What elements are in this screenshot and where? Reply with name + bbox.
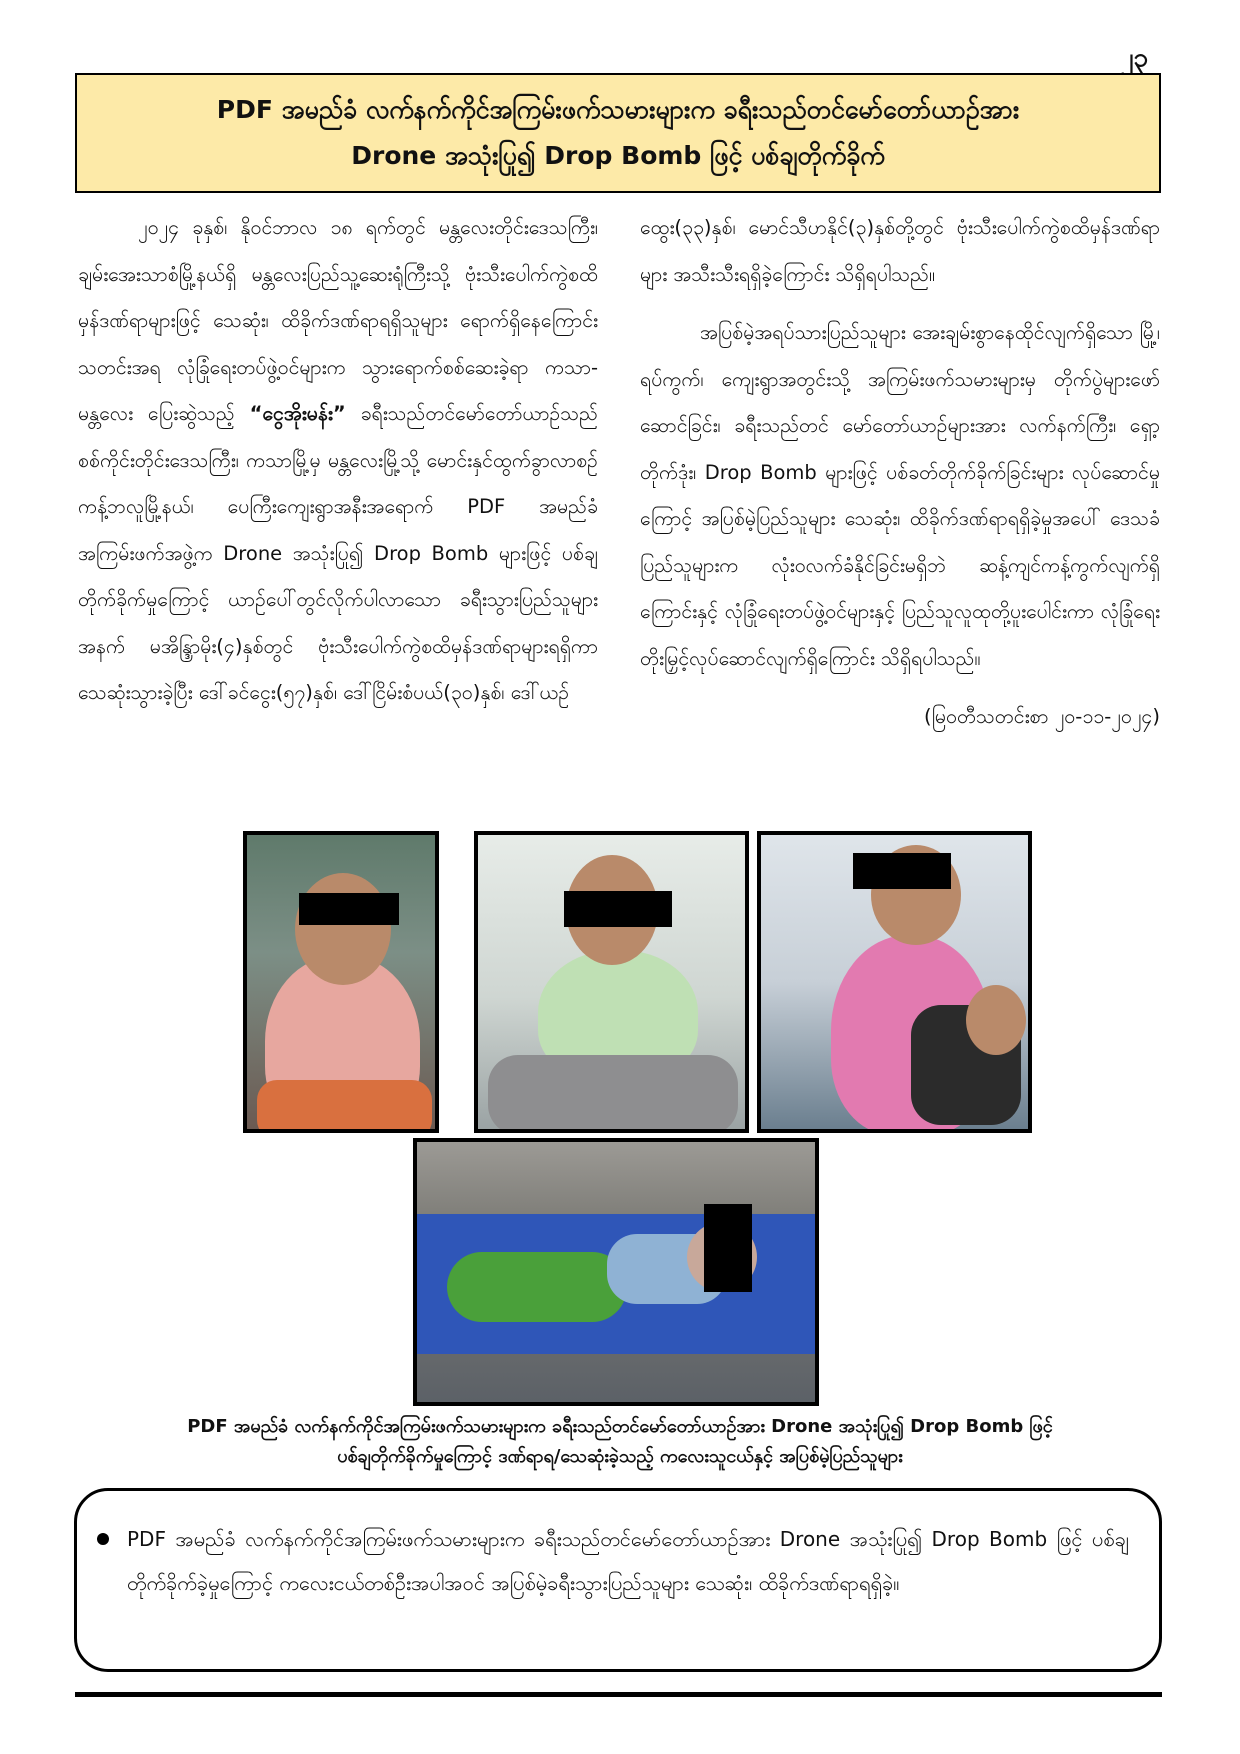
caption-line-1: PDF အမည်ခံ လက်နက်ကိုင်အကြမ်းဖက်သမားများက ခရီးသည်တင်မော်တော်ယာဉ်အား Drone အသုံးပြု၍ Drop Bomb ဖြင့် (187, 1416, 1053, 1437)
photo-caption (80, 1412, 1160, 1472)
paragraph-1-continued: ခရီးသည်တင်မော်တော်ယာဉ်သည် စစ်ကိုင်းတိုင်းဒေသကြီး၊ ကသာမြို့မှ မန္တလေးမြို့သို့ မောင်းနှင်ထွက်ခွာလာစဉ် ကန့်ဘလူမြို့နယ်၊ ပေကြီးကျေးရွာအနီးအရောက် PDF အမည်ခံ အကြမ်းဖက်အဖွဲ့က Drone အသုံးပြု၍ Drop Bomb များဖြင့် ပစ်ချတိုက်ခိုက်မှုကြောင့် ယာဉ်ပေါ်တွင်လိုက်ပါလာသော ခရီးသွားပြည်သူများအနက် မအိန္ဒြာမိုး(၄)နှစ်တွင် ဗုံးသီးပေါက်ကွဲစထိမှန်ဒဏ်ရာများရရှိကာ သေဆုံးသွားခဲ့ပြီး ဒေါ်ခင်ငွေး(၅၇)နှစ်၊ ဒေါ်ငြိမ်းစံပယ်(၃၀)နှစ်၊ ဒေါ်ယဉ် (78, 402, 598, 704)
vehicle-name: “ငွေအိုးမန်း” (249, 402, 346, 425)
face-censor-bar (853, 853, 951, 889)
headline-line-1: PDF အမည်ခံ လက်နက်ကိုင်အကြမ်းဖက်သမားများက ခရီးသည်တင်မော်တော်ယာဉ်အား (216, 95, 1020, 124)
photo-child-on-stretcher (413, 1138, 819, 1406)
photo-injured-woman-2 (474, 831, 749, 1133)
article-paragraph-2: အပြစ်မဲ့အရပ်သားပြည်သူများ အေးချမ်းစွာနေထိုင်လျက်ရှိသော မြို့၊ ရပ်ကွက်၊ ကျေးရွာအတွင်းသို့ အကြမ်းဖက်သမားများမှ တိုက်ပွဲများဖော်ဆောင်ခြင်း၊ ခရီးသည်တင် မော်တော်ယာဉ်များအား လက်နက်ကြီး၊ ရှော့တိုက်ဒုံး၊ Drop Bomb များဖြင့် ပစ်ခတ်တိုက်ခိုက်ခြင်းများ လုပ်ဆောင်မှုကြောင့် အပြစ်မဲ့ပြည်သူများ သေဆုံး၊ ထိခိုက်ဒဏ်ရာရရှိခဲ့မှုအပေါ် ဒေသခံပြည်သူများက လုံးဝလက်ခံနိုင်ခြင်းမရှိဘဲ ဆန့်ကျင်ကန့်ကွက်လျက်ရှိကြောင်းနှင့် လုံခြုံရေးတပ်ဖွဲ့ဝင်များနှင့် ပြည်သူလူထုတို့ပူးပေါင်းကာ လုံခြုံရေးတိုးမြှင့်လုပ်ဆောင်လျက်ရှိကြောင်း သိရှိရပါသည်။ (640, 321, 1160, 670)
article-column-right (640, 205, 1160, 815)
face-censor-bar (299, 893, 399, 925)
photo-injured-woman-1 (243, 831, 439, 1133)
article-column-left (78, 205, 598, 815)
headline-box (75, 73, 1161, 193)
article-paragraph-1-end: ထွေး(၃၃)နှစ်၊ မောင်သီဟနိုင်(၃)နှစ်တို့တွင် ဗုံးသီးပေါက်ကွဲစထိမှန်ဒဏ်ရာများ အသီးသီးရရှိခဲ့ကြောင်း သိရှိရပါသည်။ (640, 216, 1160, 286)
bullet-icon (97, 1533, 109, 1545)
photo-woman-with-child (757, 831, 1032, 1133)
face-censor-bar (564, 891, 672, 927)
footer-divider (75, 1692, 1162, 1697)
caption-line-2: ပစ်ချတိုက်ခိုက်မှုကြောင့် ဒဏ်ရာရ/သေဆုံးခဲ့သည့် ကလေးသူငယ်နှင့် အပြစ်မဲ့ပြည်သူများ (337, 1446, 903, 1467)
summary-text: PDF အမည်ခံ လက်နက်ကိုင်အကြမ်းဖက်သမားများက ခရီးသည်တင်မော်တော်ယာဉ်အား Drone အသုံးပြု၍ Drop Bomb ဖြင့် ပစ်ချတိုက်ခိုက်ခဲ့မှုကြောင့် ကလေးငယ်တစ်ဦးအပါအဝင် အပြစ်မဲ့ခရီးသွားပြည်သူများ သေဆုံး၊ ထိခိုက်ဒဏ်ရာရရှိခဲ့။ (127, 1527, 1129, 1595)
summary-box (74, 1488, 1162, 1672)
page-number: ၂၃ (1120, 43, 1148, 73)
paragraph-1-text: ၂၀၂၄ ခုနှစ်၊ နိုဝင်ဘာလ ၁၈ ရက်တွင် မန္တလေးတိုင်းဒေသကြီး၊ ချမ်းအေးသာစံမြို့နယ်ရှိ မန္တလေးပြည်သူ့ဆေးရုံကြီးသို့ ဗုံးသီးပေါက်ကွဲစထိမှန်ဒဏ်ရာများဖြင့် သေဆုံး၊ ထိခိုက်ဒဏ်ရာရရှိသူများ ရောက်ရှိနေကြောင်းသတင်းအရ လုံခြုံရေးတပ်ဖွဲ့ဝင်များက သွားရောက်စစ်ဆေးခဲ့ရာ ကသာ-မန္တလေး ပြေးဆွဲသည့် (78, 216, 598, 425)
news-source: (မြဝတီသတင်းစာ ၂၀-၁၁-၂၀၂၄) (923, 705, 1160, 728)
article-body (78, 205, 1160, 815)
article-paragraph-1 (78, 205, 598, 717)
headline-line-2: Drone အသုံးပြု၍ Drop Bomb ဖြင့် ပစ်ချတိုက်ခိုက် (351, 141, 885, 170)
face-censor-bar (704, 1204, 752, 1292)
